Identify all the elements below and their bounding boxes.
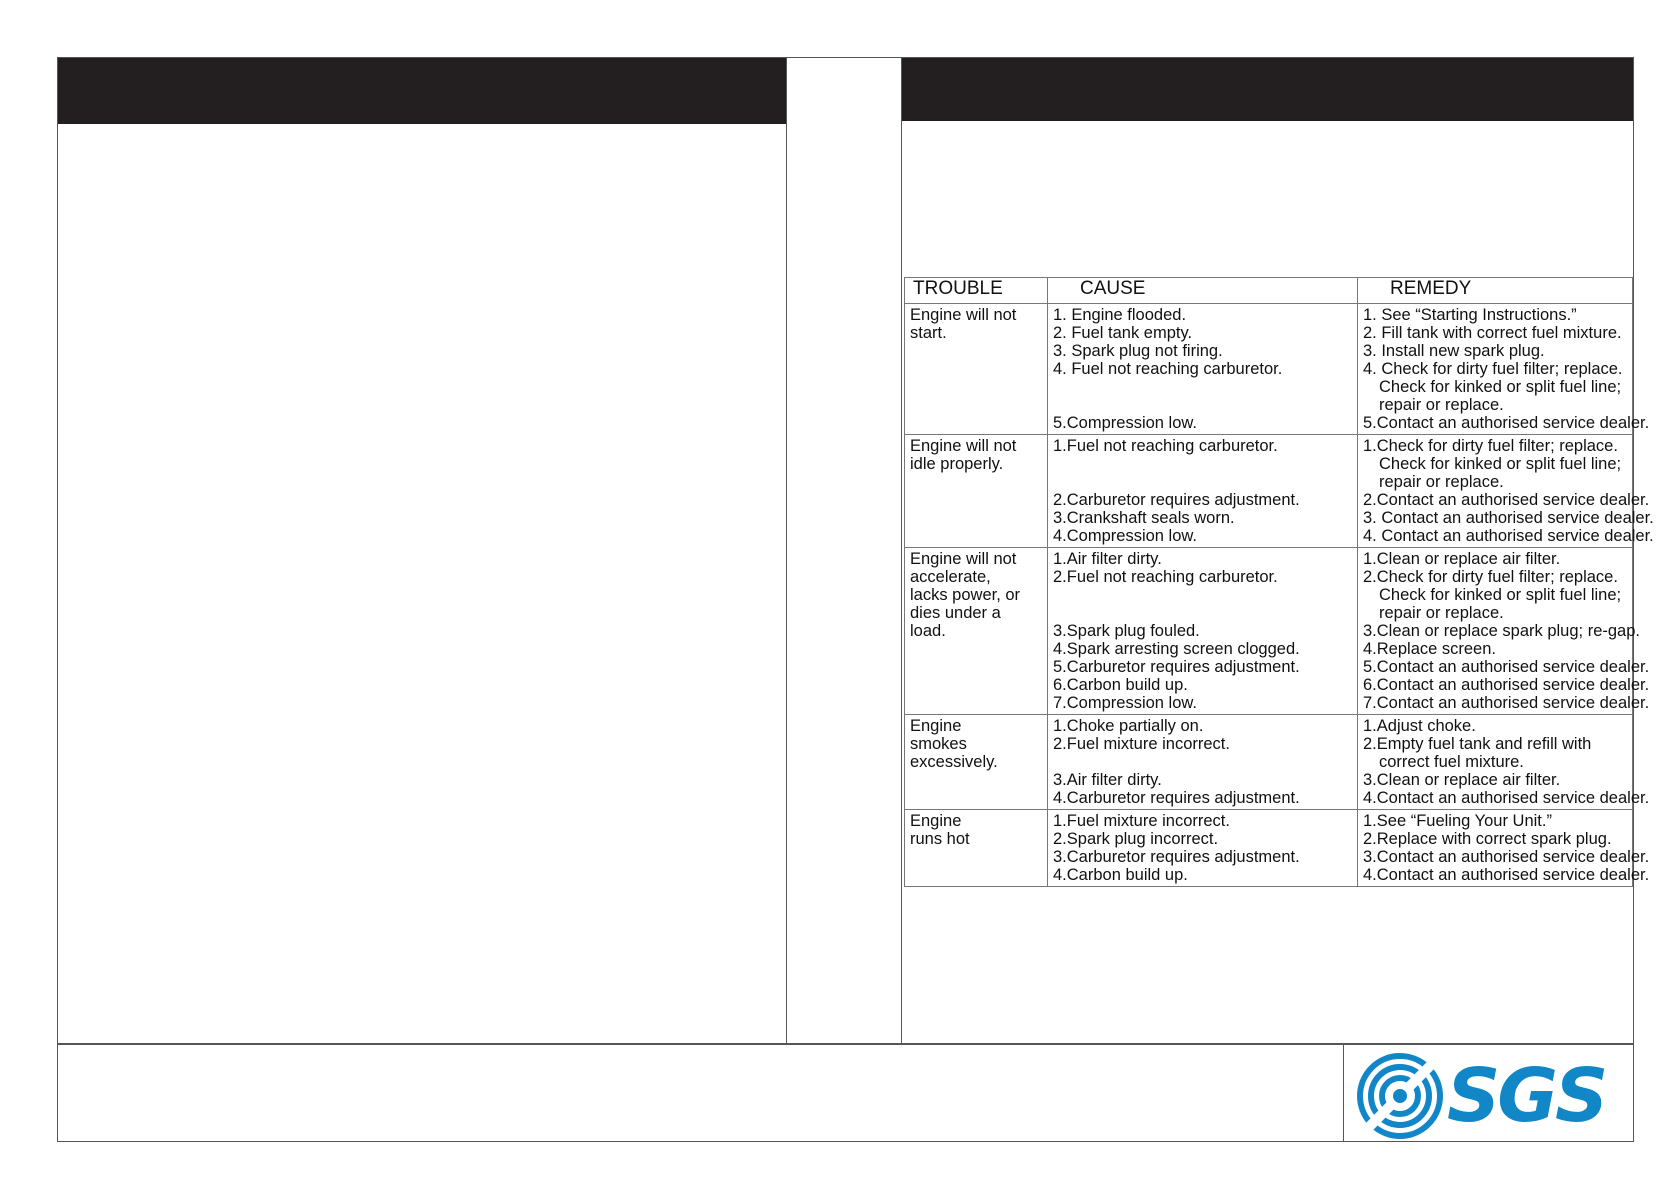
- trouble-line: dies under a: [910, 604, 1001, 622]
- remedy-line: 3.Contact an authorised service dealer.: [1363, 848, 1650, 866]
- cause-line: 3.Air filter dirty.: [1053, 771, 1162, 789]
- blank-line: [1053, 378, 1352, 396]
- cause-line: 2.Fuel mixture incorrect.: [1053, 735, 1230, 753]
- trouble-cell: [905, 548, 1048, 715]
- trouble-cell: [905, 435, 1048, 548]
- cause-line: 4.Spark arresting screen clogged.: [1053, 640, 1300, 658]
- trouble-line: lacks power, or: [910, 586, 1021, 604]
- table-row: [905, 548, 1633, 715]
- trouble-cell: [905, 304, 1048, 435]
- cause-line: 4.Compression low.: [1053, 527, 1197, 545]
- remedy-line: 3.Clean or replace air filter.: [1363, 771, 1561, 789]
- table-row: [905, 810, 1633, 887]
- remedy-line: 1. See “Starting Instructions.”: [1363, 306, 1577, 324]
- cause-line: 1.Air filter dirty.: [1053, 550, 1162, 568]
- remedy-line: 1.See “Fueling Your Unit.”: [1363, 812, 1552, 830]
- remedy-line: 2.Check for dirty fuel filter; replace.: [1363, 568, 1618, 586]
- remedy-column-header: REMEDY: [1358, 278, 1633, 304]
- remedy-line: 6.Contact an authorised service dealer.: [1363, 676, 1650, 694]
- remedy-line: 5.Contact an authorised service dealer.: [1363, 414, 1650, 432]
- remedy-cell: [1358, 810, 1650, 887]
- blank-line: [1053, 586, 1352, 604]
- cause-line: 1.Choke partially on.: [1053, 717, 1204, 735]
- table-row: [905, 304, 1633, 435]
- remedy-line: 1.Clean or replace air filter.: [1363, 550, 1561, 568]
- trouble-line: start.: [910, 324, 947, 342]
- cause-cell: [1048, 548, 1358, 715]
- cause-line: 2.Spark plug incorrect.: [1053, 830, 1219, 848]
- trouble-line: load.: [910, 622, 946, 640]
- sgs-logo-text: SGS: [1447, 1053, 1606, 1139]
- remedy-line: 3. Install new spark plug.: [1363, 342, 1545, 360]
- cause-line: 4.Carburetor requires adjustment.: [1053, 789, 1300, 807]
- trouble-line: smokes: [910, 735, 967, 753]
- trouble-column-header: TROUBLE: [905, 278, 1048, 304]
- cause-cell: [1048, 715, 1358, 810]
- cause-line: 3. Spark plug not firing.: [1053, 342, 1223, 360]
- remedy-line: 2.Replace with correct spark plug.: [1363, 830, 1612, 848]
- remedy-line: correct fuel mixture.: [1379, 753, 1524, 771]
- blank-line: [1053, 753, 1352, 771]
- remedy-line: 3. Contact an authorised service dealer.: [1363, 509, 1654, 527]
- blank-line: [1053, 473, 1352, 491]
- cause-line: 5.Carburetor requires adjustment.: [1053, 658, 1300, 676]
- trouble-line: Engine will not: [910, 437, 1017, 455]
- remedy-line: Check for kinked or split fuel line;: [1379, 586, 1622, 604]
- trouble-cell: [905, 810, 1048, 887]
- sgs-emblem-icon: [1357, 1053, 1443, 1139]
- remedy-cell: [1358, 715, 1650, 810]
- cause-line: 4.Carbon build up.: [1053, 866, 1188, 884]
- remedy-line: repair or replace.: [1379, 604, 1504, 622]
- remedy-line: 4.Contact an authorised service dealer.: [1363, 866, 1650, 884]
- blank-line: [1053, 604, 1352, 622]
- cause-cell: [1048, 810, 1358, 887]
- logo-box: [1343, 1045, 1633, 1141]
- remedy-cell: [1358, 548, 1650, 715]
- table-header-row: [905, 278, 1633, 304]
- left-page-panel: [57, 57, 787, 1044]
- table-row: [905, 435, 1633, 548]
- trouble-line: Engine will not: [910, 306, 1017, 324]
- sgs-logo: [1357, 1053, 1605, 1139]
- remedy-line: 2. Fill tank with correct fuel mixture.: [1363, 324, 1622, 342]
- trouble-line: Engine: [910, 812, 962, 830]
- cause-line: 3.Carburetor requires adjustment.: [1053, 848, 1300, 866]
- cause-column-header: CAUSE: [1048, 278, 1358, 304]
- remedy-line: 1.Check for dirty fuel filter; replace.: [1363, 437, 1618, 455]
- right-header-band: [902, 58, 1633, 121]
- remedy-line: repair or replace.: [1379, 473, 1504, 491]
- cause-line: 1.Fuel mixture incorrect.: [1053, 812, 1230, 830]
- remedy-line: 5.Contact an authorised service dealer.: [1363, 658, 1650, 676]
- cause-line: 2.Fuel not reaching carburetor.: [1053, 568, 1278, 586]
- trouble-line: Engine will not: [910, 550, 1017, 568]
- remedy-line: Check for kinked or split fuel line;: [1379, 455, 1622, 473]
- remedy-line: repair or replace.: [1379, 396, 1504, 414]
- trouble-line: idle properly.: [910, 455, 1004, 473]
- cause-line: 1.Fuel not reaching carburetor.: [1053, 437, 1278, 455]
- remedy-line: 2.Contact an authorised service dealer.: [1363, 491, 1650, 509]
- remedy-line: 4. Check for dirty fuel filter; replace.: [1363, 360, 1623, 378]
- cause-line: 2.Carburetor requires adjustment.: [1053, 491, 1300, 509]
- remedy-line: Check for kinked or split fuel line;: [1379, 378, 1622, 396]
- trouble-line: excessively.: [910, 753, 998, 771]
- cause-line: 3.Spark plug fouled.: [1053, 622, 1200, 640]
- remedy-line: 7.Contact an authorised service dealer.: [1363, 694, 1650, 712]
- trouble-line: runs hot: [910, 830, 970, 848]
- remedy-line: 4. Contact an authorised service dealer.: [1363, 527, 1654, 545]
- cause-line: 7.Compression low.: [1053, 694, 1197, 712]
- footer-bar: [57, 1044, 1634, 1142]
- remedy-cell: [1358, 304, 1650, 435]
- cause-line: 4. Fuel not reaching carburetor.: [1053, 360, 1283, 378]
- trouble-line: accelerate,: [910, 568, 991, 586]
- cause-line: 2. Fuel tank empty.: [1053, 324, 1193, 342]
- cause-line: 3.Crankshaft seals worn.: [1053, 509, 1235, 527]
- cause-line: 1. Engine flooded.: [1053, 306, 1187, 324]
- table-row: [905, 715, 1633, 810]
- center-gutter: [786, 57, 902, 1044]
- troubleshooting-table: [904, 277, 1654, 887]
- cause-line: 5.Compression low.: [1053, 414, 1197, 432]
- remedy-line: 2.Empty fuel tank and refill with: [1363, 735, 1592, 753]
- trouble-cell: [905, 715, 1048, 810]
- remedy-line: 3.Clean or replace spark plug; re-gap.: [1363, 622, 1640, 640]
- trouble-line: Engine: [910, 717, 962, 735]
- remedy-line: 4.Replace screen.: [1363, 640, 1496, 658]
- blank-line: [1053, 455, 1352, 473]
- remedy-cell: [1358, 435, 1654, 548]
- remedy-line: 4.Contact an authorised service dealer.: [1363, 789, 1650, 807]
- cause-line: 6.Carbon build up.: [1053, 676, 1188, 694]
- cause-cell: [1048, 435, 1358, 548]
- blank-line: [1053, 396, 1352, 414]
- left-header-band: [58, 58, 786, 124]
- cause-cell: [1048, 304, 1358, 435]
- remedy-line: 1.Adjust choke.: [1363, 717, 1476, 735]
